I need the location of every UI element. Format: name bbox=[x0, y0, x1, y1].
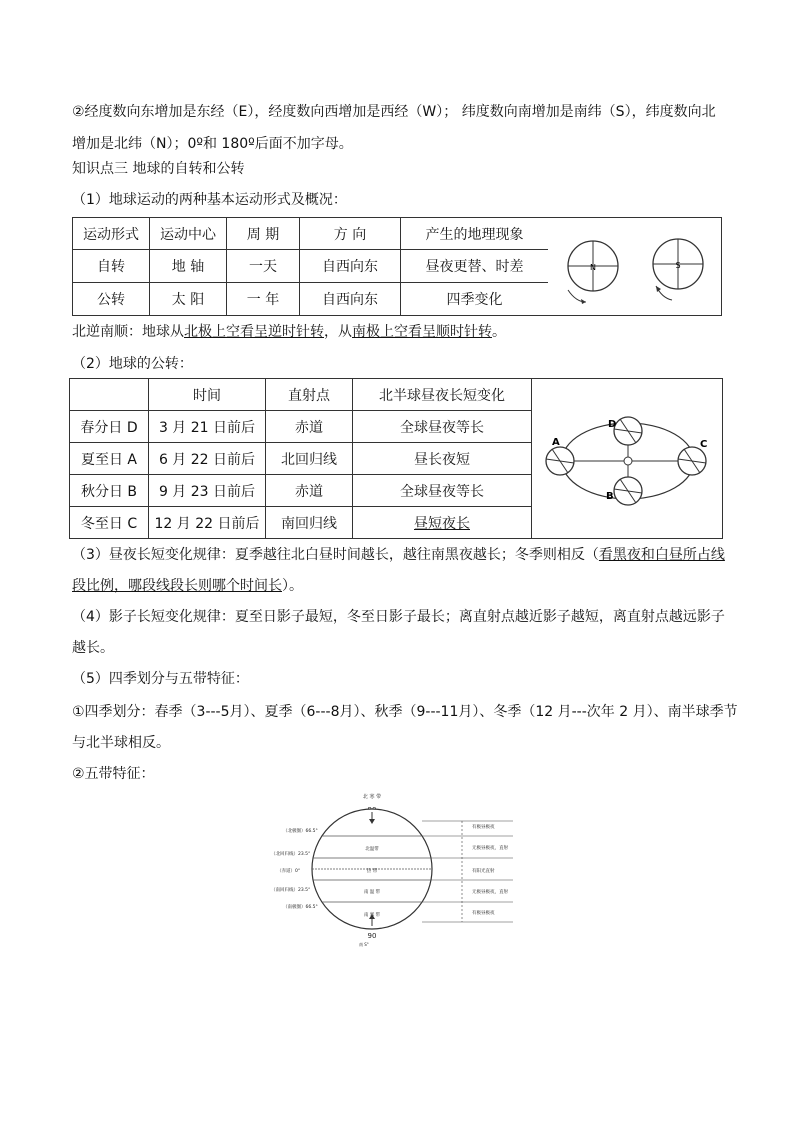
table-cell: 公转 bbox=[73, 283, 150, 316]
table-cell: 自西向东 bbox=[300, 283, 401, 316]
zone-inner-label: 热 带 bbox=[366, 869, 378, 874]
north-pole-label: N bbox=[590, 263, 596, 272]
earth-d-icon bbox=[614, 417, 642, 445]
orbit-label-b: B bbox=[606, 491, 614, 502]
paragraph-line: ①四季划分：春季（3---5月）、夏季（6---8月）、秋季（9---11月）、冬季（12 月---次年 2 月）、南半球季节 bbox=[72, 704, 738, 720]
paragraph-line: 越长。 bbox=[72, 640, 114, 656]
table-cell: 北回归线 bbox=[266, 443, 353, 475]
table-cell: 赤道 bbox=[266, 475, 353, 507]
table-cell: 一 年 bbox=[227, 283, 300, 316]
earth-a-icon bbox=[546, 447, 574, 475]
table-cell bbox=[70, 379, 149, 411]
zone-right-label: 有极昼极夜 bbox=[472, 911, 495, 916]
orbit-diagram bbox=[532, 379, 722, 538]
table-cell: 运动中心 bbox=[150, 218, 227, 250]
subheading-2: （2）地球的公转： bbox=[72, 356, 193, 372]
zone-right-label: 有极昼极夜 bbox=[472, 825, 495, 830]
table-cell: 昼短夜长 bbox=[353, 507, 532, 539]
table-cell: 全球昼夜等长 bbox=[353, 475, 532, 507]
table-cell: 全球昼夜等长 bbox=[353, 411, 532, 443]
table-cell: 一天 bbox=[227, 250, 300, 283]
rotation-figure bbox=[548, 217, 722, 316]
zone-top-label: 北 寒 带 bbox=[362, 794, 382, 800]
zone-left-label: （南回归线）23.5° bbox=[271, 888, 311, 893]
table-cell: 产生的地理现象 bbox=[401, 218, 549, 250]
table-cell: 冬至日 C bbox=[70, 507, 149, 539]
table-cell: 北半球昼夜长短变化 bbox=[353, 379, 532, 411]
revolution-table bbox=[69, 378, 532, 539]
table-cell: 赤道 bbox=[266, 411, 353, 443]
paragraph-line: （4）影子长短变化规律：夏至日影子最短，冬至日影子最长；离直射点越近影子越短，离直射点越远影子 bbox=[72, 609, 725, 625]
paragraph-line: 段比例，哪段线段长则哪个时间长）。 bbox=[72, 578, 303, 594]
zone-right-label: 无极昼极夜，直射 bbox=[472, 890, 508, 895]
zone-bottom-tiny: 南 S° bbox=[359, 942, 369, 947]
zone-left-label: （北极圈）66.5° bbox=[283, 829, 318, 834]
zone-right-label: 无极昼极夜，直射 bbox=[472, 846, 508, 851]
orbit-label-a: A bbox=[552, 437, 560, 448]
table-cell: 3 月 21 日前后 bbox=[149, 411, 266, 443]
table-cell: 昼夜更替、时差 bbox=[401, 250, 549, 283]
table-cell: 四季变化 bbox=[401, 283, 549, 316]
zone-inner-label: 北温带 bbox=[365, 847, 379, 852]
table-cell: 南回归线 bbox=[266, 507, 353, 539]
table-cell: 自转 bbox=[73, 250, 150, 283]
table-cell: 太 阳 bbox=[150, 283, 227, 316]
table-cell: 6 月 22 日前后 bbox=[149, 443, 266, 475]
table-row bbox=[73, 250, 549, 283]
orbit-figure bbox=[531, 378, 723, 539]
table-header-row bbox=[73, 218, 549, 250]
table-cell: 夏至日 A bbox=[70, 443, 149, 475]
table-cell: 地 轴 bbox=[150, 250, 227, 283]
table-cell: 自西向东 bbox=[300, 250, 401, 283]
earth-b-icon bbox=[614, 477, 642, 505]
zone-left-label: （北回归线）23.5° bbox=[271, 852, 311, 857]
rotation-revolution-table bbox=[72, 217, 549, 316]
table-cell: 昼长夜短 bbox=[353, 443, 532, 475]
subheading-5: （5）四季划分与五带特征： bbox=[72, 671, 249, 687]
table-row bbox=[70, 443, 532, 475]
five-zones-diagram bbox=[255, 788, 525, 950]
zone-left-label: （赤道）0° bbox=[277, 869, 301, 874]
orbit-label-d: D bbox=[608, 419, 617, 430]
south-pole-label: S bbox=[675, 261, 681, 270]
paragraph-line: （3）昼夜长短变化规律：夏季越往北白昼时间越长，越往南黑夜越长；冬季则相反（看黑夜和白昼所占线 bbox=[72, 547, 725, 563]
orbit-label-c: C bbox=[700, 439, 708, 450]
table-cell: 秋分日 B bbox=[70, 475, 149, 507]
zone-bottom-num: 90 bbox=[367, 932, 377, 940]
table-cell: 运动形式 bbox=[73, 218, 150, 250]
table-header-row bbox=[70, 379, 532, 411]
rotation-diagram bbox=[548, 218, 721, 315]
zone-inner-label: 南 温 带 bbox=[363, 890, 381, 895]
zones-title: ②五带特征： bbox=[72, 766, 155, 782]
table-cell: 9 月 23 日前后 bbox=[149, 475, 266, 507]
table-cell: 周 期 bbox=[227, 218, 300, 250]
table-row bbox=[70, 507, 532, 539]
paragraph-line: 与北半球相反。 bbox=[72, 735, 170, 751]
subheading-1: （1）地球运动的两种基本运动形式及概况： bbox=[72, 192, 347, 208]
zone-inner-label: 南 寒 带 bbox=[363, 913, 381, 918]
zone-right-label: 有阳光直射 bbox=[472, 869, 495, 874]
paragraph-line: ②经度数向东增加是东经（E），经度数向西增加是西经（W）； 纬度数向南增加是南纬（S），纬度数向北 bbox=[72, 104, 716, 120]
table-cell: 春分日 D bbox=[70, 411, 149, 443]
table-row bbox=[70, 411, 532, 443]
zone-left-label: （南极圈）66.5° bbox=[283, 905, 318, 910]
table-cell: 时间 bbox=[149, 379, 266, 411]
note-line: 北逆南顺：地球从北极上空看呈逆时针转，从南极上空看呈顺时针转。 bbox=[72, 324, 506, 340]
section-title: 知识点三 地球的自转和公转 bbox=[72, 161, 245, 177]
table-cell: 方 向 bbox=[300, 218, 401, 250]
table-cell: 12 月 22 日前后 bbox=[149, 507, 266, 539]
earth-c-icon bbox=[678, 447, 706, 475]
table-row bbox=[73, 283, 549, 316]
table-row bbox=[70, 475, 532, 507]
paragraph-line: 增加是北纬（N）；0º和 180º后面不加字母。 bbox=[72, 136, 353, 152]
table-cell: 直射点 bbox=[266, 379, 353, 411]
